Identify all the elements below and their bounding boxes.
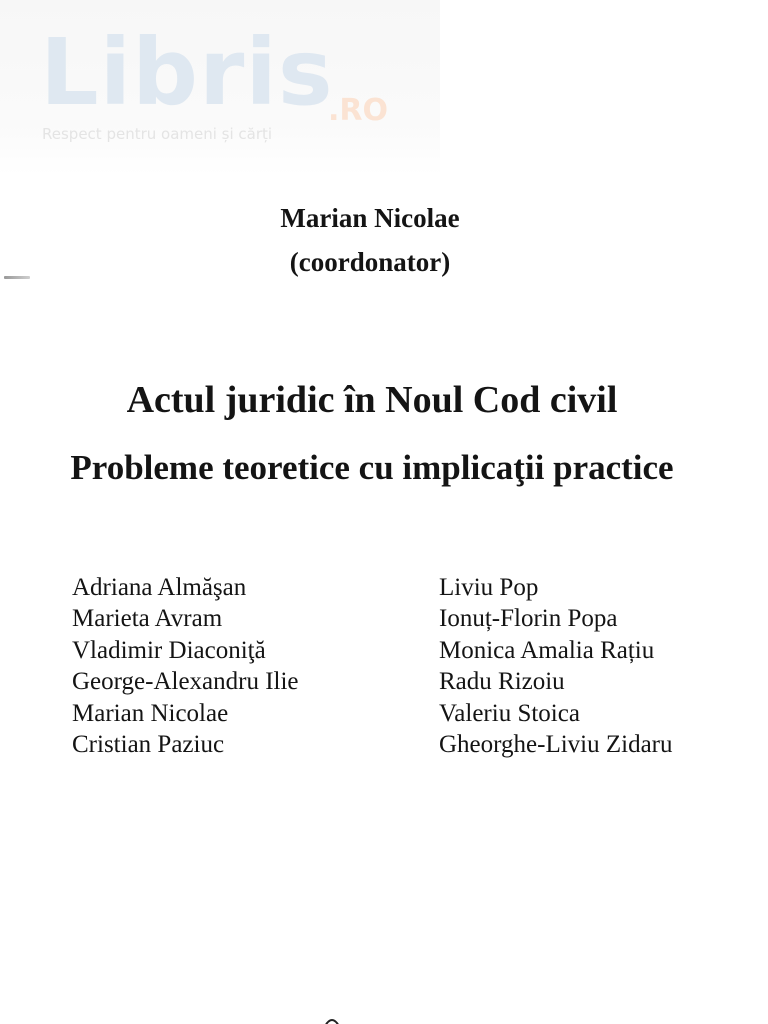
watermark-area [0,0,440,175]
author-name: Monica Amalia Rațiu [439,636,655,664]
coordinator-role: (coordonator) [289,247,451,277]
author-name: Radu Rizoiu [439,668,565,696]
author-name: Gheorghe-Liviu Zidaru [439,731,673,759]
author-name: Marieta Avram [72,605,223,633]
book-title: Actul juridic în Noul Cod civil [126,379,618,421]
coordinator-name: Marian Nicolae [280,203,460,233]
logo-tld-text: .RO [328,93,388,128]
authors-column-left [72,572,299,760]
author-name: Valeriu Stoica [439,699,580,727]
author-name: Cristian Paziuc [72,731,225,759]
logo-tagline: Respect pentru oameni și cărți [42,125,273,143]
author-name: Marian Nicolae [72,699,229,727]
author-name: Adriana Almăşan [72,574,247,601]
publisher-mark-icon [322,1012,342,1024]
authors-column-right [439,572,673,760]
libris-logo [40,18,400,148]
logo-brand-text: Libris [40,19,334,126]
book-subtitle: Probleme teoretice cu implicaţii practice [70,448,674,487]
author-name: Ionuț-Florin Popa [439,605,618,633]
author-name: Liviu Pop [439,574,539,601]
author-name: Vladimir Diaconiţă [72,636,266,664]
author-name: George-Alexandru Ilie [72,668,299,696]
